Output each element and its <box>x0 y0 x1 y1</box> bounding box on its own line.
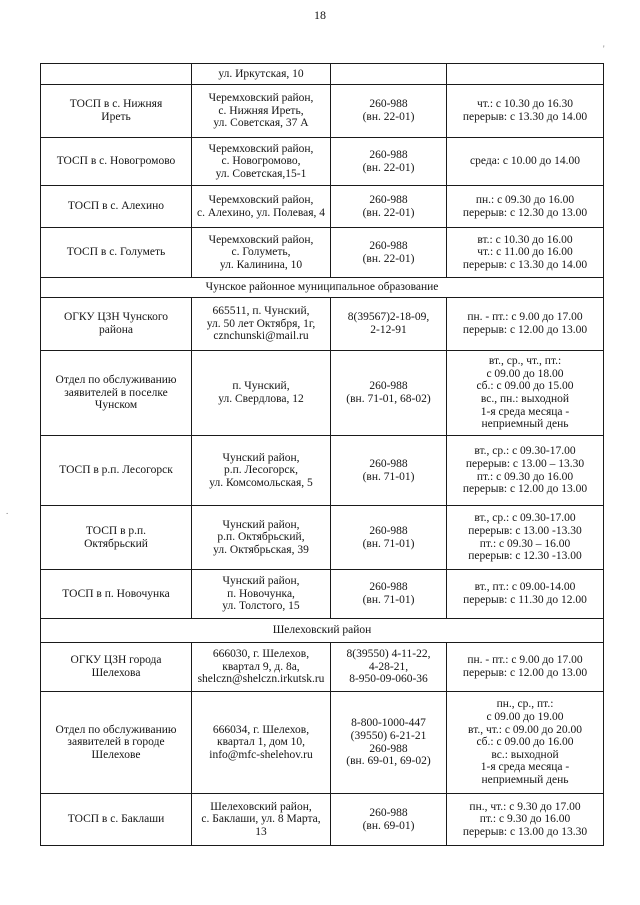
address-cell: Черемховский район, с. Алехино, ул. Полевая, 4 <box>192 186 331 228</box>
working-hours-cell <box>447 64 604 85</box>
office-name-cell: ТОСП в р.п. Октябрьский <box>41 506 192 570</box>
phone-cell: 260-988 (вн. 22-01) <box>331 138 447 186</box>
working-hours-cell: вт., ср.: с 09.30-17.00 перерыв: с 13.00 – 13.30 пт.: с 09.30 до 16.00 перерыв: с 12.00 до 13.00 <box>447 436 604 506</box>
table-row <box>41 64 604 85</box>
table-row <box>41 228 604 278</box>
section-title: Шелеховский район <box>41 619 604 643</box>
address-cell: ул. Иркутская, 10 <box>192 64 331 85</box>
service-points-table <box>40 63 604 846</box>
working-hours-cell: пн.: с 09.30 до 16.00 перерыв: с 12.30 до 13.00 <box>447 186 604 228</box>
office-name-cell: ОГКУ ЦЗН Чунского района <box>41 298 192 351</box>
address-cell: 666030, г. Шелехов, квартал 9, д. 8а, shelczn@shelczn.irkutsk.ru <box>192 643 331 692</box>
address-cell: Черемховский район, с. Нижняя Иреть, ул. Советская, 37 А <box>192 85 331 138</box>
working-hours-cell: пн., ср., пт.: с 09.00 до 19.00 вт., чт.: с 09.00 до 20.00 сб.: с 09.00 до 16.00 вс.: выходной 1-я среда месяца - неприемный день <box>447 692 604 794</box>
table-row <box>41 186 604 228</box>
phone-cell: 260-988 (вн. 22-01) <box>331 85 447 138</box>
phone-cell: 260-988 (вн. 71-01) <box>331 436 447 506</box>
phone-cell: 260-988 (вн. 71-01, 68-02) <box>331 351 447 436</box>
table-row <box>41 692 604 794</box>
table-row <box>41 351 604 436</box>
phone-cell: 260-988 (вн. 22-01) <box>331 186 447 228</box>
office-name-cell <box>41 64 192 85</box>
working-hours-cell: вт., ср., чт., пт.: с 09.00 до 18.00 сб.: с 09.00 до 15.00 вс., пн.: выходной 1-я среда месяца - неприемный день <box>447 351 604 436</box>
section-title: Чунское районное муниципальное образование <box>41 278 604 298</box>
page-number: 18 <box>314 8 326 22</box>
phone-cell: 8(39567)2-18-09, 2-12-91 <box>331 298 447 351</box>
phone-cell: 8-800-1000-447 (39550) 6-21-21 260-988 (вн. 69-01, 69-02) <box>331 692 447 794</box>
section-heading-row <box>41 278 604 298</box>
office-name-cell: ТОСП в с. Голуметь <box>41 228 192 278</box>
address-cell: 666034, г. Шелехов, квартал 1, дом 10, info@mfc-shelehov.ru <box>192 692 331 794</box>
working-hours-cell: чт.: с 10.30 до 16.30 перерыв: с 13.30 до 14.00 <box>447 85 604 138</box>
table-row <box>41 643 604 692</box>
stray-mark: ' <box>603 44 605 54</box>
office-name-cell: Отдел по обслуживанию заявителей в поселке Чунском <box>41 351 192 436</box>
phone-cell: 260-988 (вн. 22-01) <box>331 228 447 278</box>
address-cell: Черемховский район, с. Голуметь, ул. Калинина, 10 <box>192 228 331 278</box>
phone-cell: 8(39550) 4-11-22, 4-28-21, 8-950-09-060-36 <box>331 643 447 692</box>
address-cell: 665511, п. Чунский, ул. 50 лет Октября, 1г, cznchunski@mail.ru <box>192 298 331 351</box>
phone-cell: 260-988 (вн. 71-01) <box>331 506 447 570</box>
address-cell: Чунский район, п. Новочунка, ул. Толстого, 15 <box>192 570 331 619</box>
table-row <box>41 436 604 506</box>
working-hours-cell: пн., чт.: с 9.30 до 17.00 пт.: с 9.30 до 16.00 перерыв: с 13.00 до 13.30 <box>447 794 604 846</box>
office-name-cell: ТОСП в с. Алехино <box>41 186 192 228</box>
table-body <box>41 64 604 846</box>
working-hours-cell: пн. - пт.: с 9.00 до 17.00 перерыв: с 12.00 до 13.00 <box>447 298 604 351</box>
working-hours-cell: среда: с 10.00 до 14.00 <box>447 138 604 186</box>
office-name-cell: Отдел по обслуживанию заявителей в городе Шелехове <box>41 692 192 794</box>
address-cell: Чунский район, р.п. Октябрьский, ул. Октябрьская, 39 <box>192 506 331 570</box>
phone-cell <box>331 64 447 85</box>
office-name-cell: ТОСП в с. Баклаши <box>41 794 192 846</box>
table-row <box>41 85 604 138</box>
office-name-cell: ТОСП в р.п. Лесогорск <box>41 436 192 506</box>
address-cell: Шелеховский район, с. Баклаши, ул. 8 Марта, 13 <box>192 794 331 846</box>
table-row <box>41 794 604 846</box>
address-cell: п. Чунский, ул. Свердлова, 12 <box>192 351 331 436</box>
table-row <box>41 570 604 619</box>
stray-mark: . <box>6 506 9 516</box>
working-hours-cell: вт., ср.: с 09.30-17.00 перерыв: с 13.00 -13.30 пт.: с 09.30 – 16.00 перерыв: с 12.30 -13.00 <box>447 506 604 570</box>
office-name-cell: ОГКУ ЦЗН города Шелехова <box>41 643 192 692</box>
phone-cell: 260-988 (вн. 69-01) <box>331 794 447 846</box>
address-cell: Черемховский район, с. Новогромово, ул. Советская,15-1 <box>192 138 331 186</box>
working-hours-cell: вт.: с 10.30 до 16.00 чт.: с 11.00 до 16.00 перерыв: с 13.30 до 14.00 <box>447 228 604 278</box>
section-heading-row <box>41 619 604 643</box>
office-name-cell: ТОСП в п. Новочунка <box>41 570 192 619</box>
phone-cell: 260-988 (вн. 71-01) <box>331 570 447 619</box>
office-name-cell: ТОСП в с. Нижняя Иреть <box>41 85 192 138</box>
working-hours-cell: вт., пт.: с 09.00-14.00 перерыв: с 11.30 до 12.00 <box>447 570 604 619</box>
address-cell: Чунский район, р.п. Лесогорск, ул. Комсомольская, 5 <box>192 436 331 506</box>
office-name-cell: ТОСП в с. Новогромово <box>41 138 192 186</box>
table-row <box>41 506 604 570</box>
table-row <box>41 138 604 186</box>
table-row <box>41 298 604 351</box>
working-hours-cell: пн. - пт.: с 9.00 до 17.00 перерыв: с 12.00 до 13.00 <box>447 643 604 692</box>
